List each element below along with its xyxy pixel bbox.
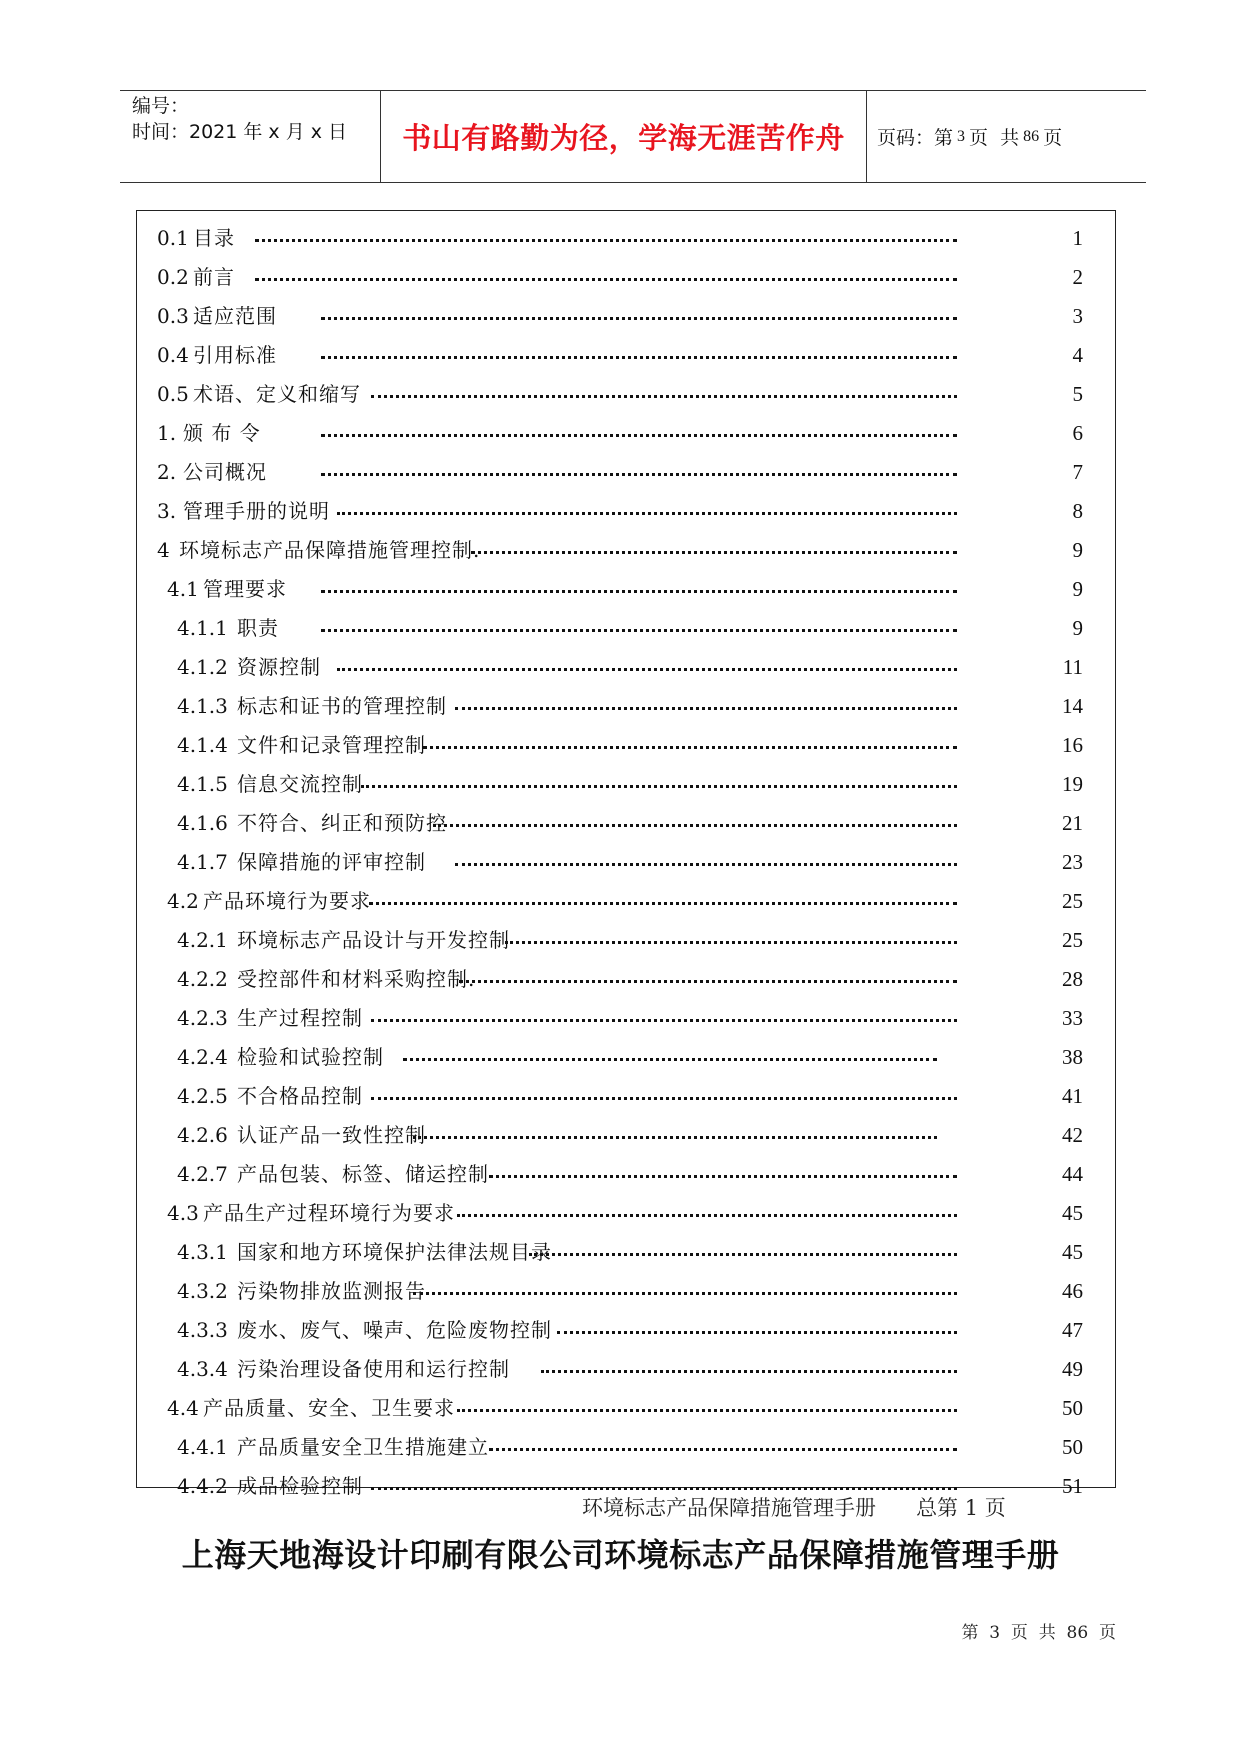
- toc-number: 4.1.4: [177, 733, 228, 757]
- toc-title: 认证产品一致性控制: [237, 1123, 426, 1147]
- toc-page-number: 46: [1062, 1279, 1083, 1303]
- toc-row[interactable]: [137, 960, 1117, 998]
- toc-title: 污染治理设备使用和运行控制: [237, 1357, 510, 1381]
- toc-number: 4.4.1: [177, 1435, 228, 1459]
- toc-number: 4.3.3: [177, 1318, 228, 1342]
- toc-number: 2.: [157, 460, 177, 484]
- toc-page-number: 50: [1062, 1396, 1083, 1420]
- manual-footer: [582, 1492, 1006, 1522]
- toc-title: 产品质量、安全、卫生要求: [203, 1396, 455, 1420]
- toc-leader-dots: [471, 551, 957, 554]
- toc-leader-dots: [255, 239, 957, 242]
- toc-row[interactable]: [137, 882, 1117, 920]
- toc-number: 4.1: [167, 577, 199, 601]
- toc-row[interactable]: [137, 453, 1117, 491]
- toc-number: 4.3.1: [177, 1240, 228, 1264]
- toc-row[interactable]: [137, 219, 1117, 257]
- toc-number: 0.1: [157, 226, 189, 250]
- time-text: 时间：2021 年 x 月 x 日: [132, 121, 348, 143]
- toc-leader-dots: [457, 1409, 957, 1412]
- toc-row[interactable]: [137, 258, 1117, 296]
- toc-page-number: 25: [1062, 889, 1083, 913]
- toc-page-number: 25: [1062, 928, 1083, 952]
- toc-row[interactable]: [137, 765, 1117, 803]
- toc-leader-dots: [371, 1097, 957, 1100]
- toc-leader-dots: [423, 746, 957, 749]
- toc-page-number: 11: [1062, 655, 1083, 679]
- toc-page-number: 4: [1072, 343, 1083, 367]
- toc-leader-dots: [321, 590, 957, 593]
- toc-page-number: 9: [1072, 577, 1083, 601]
- toc-page-number: 14: [1062, 694, 1083, 718]
- toc-title: 前言: [193, 265, 235, 289]
- toc-title: 产品质量安全卫生措施建立: [237, 1435, 489, 1459]
- toc-number: 4.4: [167, 1396, 199, 1420]
- code-label: 编号：: [132, 95, 190, 117]
- toc-number: 1.: [157, 421, 177, 445]
- page-prefix: 页码：第: [877, 127, 954, 149]
- page-mid: 页 共: [969, 127, 1020, 149]
- page-footer: 第 3 页 共 86 页: [961, 1623, 1116, 1643]
- toc-row[interactable]: [137, 843, 1117, 881]
- toc-row[interactable]: [137, 375, 1117, 413]
- toc-title: 资源控制: [237, 655, 321, 679]
- toc-row[interactable]: [137, 570, 1117, 608]
- toc-title: 目录: [193, 226, 235, 250]
- toc-page-number: 9: [1072, 616, 1083, 640]
- toc-leader-dots: [557, 1331, 957, 1334]
- toc-leader-dots: [489, 1175, 957, 1178]
- toc-title: 受控部件和材料采购控制.: [237, 967, 476, 991]
- toc-leader-dots: [321, 356, 957, 359]
- toc-row[interactable]: [137, 531, 1117, 569]
- toc-leader-dots: [321, 434, 957, 437]
- main-title: 上海天地海设计印刷有限公司环境标志产品保障措施管理手册: [181, 1536, 1060, 1574]
- toc-leader-dots: [321, 473, 957, 476]
- toc-row[interactable]: [137, 609, 1117, 647]
- toc-page-number: 49: [1062, 1357, 1083, 1381]
- toc-number: 4.3: [167, 1201, 199, 1225]
- toc-number: 4.2.3: [177, 1006, 228, 1030]
- toc-page-number: 2: [1072, 265, 1083, 289]
- toc-row[interactable]: [137, 687, 1117, 725]
- toc-row[interactable]: [137, 1194, 1117, 1232]
- toc-title: 标志和证书的管理控制: [237, 694, 447, 718]
- toc-leader-dots: [457, 1214, 957, 1217]
- toc-leader-dots: [403, 1058, 937, 1061]
- toc-row[interactable]: [137, 648, 1117, 686]
- toc-row[interactable]: [137, 999, 1117, 1037]
- table-of-contents: [136, 210, 1116, 1498]
- toc-number: 4.2: [167, 889, 199, 913]
- toc-title: 生产过程控制: [237, 1006, 363, 1030]
- toc-title: 成品检验控制: [237, 1474, 363, 1498]
- manual-name: 环境标志产品保障措施管理手册: [582, 1496, 876, 1520]
- toc-page-number: 3: [1072, 304, 1083, 328]
- header-meta: [132, 93, 382, 179]
- toc-number: 0.2: [157, 265, 189, 289]
- toc-page-number: 21: [1062, 811, 1083, 835]
- toc-title: 引用标准: [193, 343, 277, 367]
- toc-title: 不合格品控制: [237, 1084, 363, 1108]
- header-motto: 书山有路勤为径，学海无涯苦作舟: [402, 121, 845, 155]
- toc-number: 4.2.7: [177, 1162, 228, 1186]
- toc-leader-dots: [361, 785, 957, 788]
- toc-page-number: 51: [1062, 1474, 1083, 1498]
- toc-title: 污染物排放监测报告: [237, 1279, 426, 1303]
- toc-title: 文件和记录管理控制: [237, 733, 426, 757]
- toc-leader-dots: [369, 902, 957, 905]
- toc-leader-dots: [321, 629, 957, 632]
- toc-number: 4.1.7: [177, 850, 228, 874]
- toc-title: 职责: [237, 616, 279, 640]
- toc-number: 4.2.2: [177, 967, 228, 991]
- toc-leader-dots: [371, 1019, 957, 1022]
- toc-title: 公司概况: [183, 460, 267, 484]
- toc-row[interactable]: [137, 1155, 1117, 1193]
- toc-page-number: 45: [1062, 1201, 1083, 1225]
- toc-number: 4.4.2: [177, 1474, 228, 1498]
- toc-page-number: 38: [1062, 1045, 1083, 1069]
- toc-row[interactable]: [137, 492, 1117, 530]
- toc-leader-dots: [455, 863, 957, 866]
- page-suffix: 页: [1043, 127, 1063, 149]
- toc-row[interactable]: [137, 1311, 1117, 1349]
- toc-page-number: 9: [1072, 538, 1083, 562]
- header-page-info: [877, 91, 1146, 182]
- toc-page-number: 1: [1072, 226, 1083, 250]
- toc-title: 保障措施的评审控制: [237, 850, 426, 874]
- toc-title: 产品包装、标签、储运控制: [237, 1162, 489, 1186]
- toc-leader-dots: [433, 824, 957, 827]
- toc-number: 4.2.4: [177, 1045, 228, 1069]
- toc-row[interactable]: [137, 1077, 1117, 1115]
- toc-number: 3.: [157, 499, 177, 523]
- toc-row[interactable]: [137, 1116, 1117, 1154]
- toc-leader-dots: [459, 980, 957, 983]
- toc-row[interactable]: [137, 414, 1117, 452]
- toc-number: 4: [157, 538, 170, 562]
- toc-title: 管理要求: [203, 577, 287, 601]
- toc-row[interactable]: [137, 921, 1117, 959]
- toc-leader-dots: [489, 1448, 957, 1451]
- toc-title: 废水、废气、噪声、危险废物控制: [237, 1318, 552, 1342]
- toc-title: 环境标志产品设计与开发控制: [237, 928, 510, 952]
- toc-number: 0.5: [157, 382, 189, 406]
- toc-page-number: 50: [1062, 1435, 1083, 1459]
- toc-title: 信息交流控制: [237, 772, 363, 796]
- toc-row[interactable]: [137, 297, 1117, 335]
- toc-title: 颁 布 令: [183, 421, 261, 445]
- toc-title: 产品生产过程环境行为要求: [203, 1201, 455, 1225]
- toc-number: 4.3.2: [177, 1279, 228, 1303]
- toc-number: 4.1.6: [177, 811, 228, 835]
- toc-page-number: 23: [1062, 850, 1083, 874]
- toc-page-number: 6: [1072, 421, 1083, 445]
- toc-leader-dots: [413, 1136, 937, 1139]
- toc-title: 适应范围: [193, 304, 277, 328]
- toc-leader-dots: [455, 707, 957, 710]
- toc-leader-dots: [337, 668, 957, 671]
- document-header: [120, 90, 1146, 183]
- toc-number: 0.4: [157, 343, 189, 367]
- toc-title: 国家和地方环境保护法律法规目录: [237, 1240, 552, 1264]
- toc-leader-dots: [321, 317, 957, 320]
- toc-leader-dots: [413, 1292, 957, 1295]
- toc-number: 4.3.4: [177, 1357, 228, 1381]
- toc-page-number: 8: [1072, 499, 1083, 523]
- toc-title: 环境标志产品保障措施管理控制.: [179, 538, 481, 562]
- toc-leader-dots: [371, 395, 957, 398]
- toc-page-number: 19: [1062, 772, 1083, 796]
- toc-row[interactable]: [137, 1233, 1117, 1271]
- toc-page-number: 16: [1062, 733, 1083, 757]
- toc-leader-dots: [371, 1487, 957, 1490]
- toc-page-number: 28: [1062, 967, 1083, 991]
- toc-leader-dots: [255, 278, 957, 281]
- toc-number: 4.2.1: [177, 928, 228, 952]
- toc-row[interactable]: [137, 1389, 1117, 1427]
- toc-title: 检验和试验控制: [237, 1045, 384, 1069]
- toc-row[interactable]: [137, 1272, 1117, 1310]
- toc-number: 4.1.3: [177, 694, 228, 718]
- toc-leader-dots: [337, 512, 957, 515]
- toc-number: 4.1.1: [177, 616, 228, 640]
- toc-leader-dots: [529, 1253, 957, 1256]
- toc-title: 产品环境行为要求: [203, 889, 371, 913]
- toc-page-number: 42: [1062, 1123, 1083, 1147]
- toc-row[interactable]: [137, 804, 1117, 842]
- toc-leader-dots: [505, 941, 957, 944]
- toc-leader-dots: [541, 1370, 957, 1373]
- toc-number: 4.1.2: [177, 655, 228, 679]
- toc-page-number: 44: [1062, 1162, 1083, 1186]
- toc-page-number: 5: [1072, 382, 1083, 406]
- toc-row[interactable]: [137, 726, 1117, 764]
- toc-page-number: 33: [1062, 1006, 1083, 1030]
- toc-page-number: 7: [1072, 460, 1083, 484]
- toc-row[interactable]: [137, 1038, 1117, 1076]
- toc-page-number: 45: [1062, 1240, 1083, 1264]
- toc-row[interactable]: [137, 1350, 1117, 1388]
- toc-page-number: 47: [1062, 1318, 1083, 1342]
- toc-title: 不符合、纠正和预防控: [237, 811, 447, 835]
- toc-title: 术语、定义和缩写: [193, 382, 361, 406]
- page-current: 3: [957, 127, 966, 145]
- toc-number: 4.2.6: [177, 1123, 228, 1147]
- toc-number: 4.2.5: [177, 1084, 228, 1108]
- toc-page-number: 41: [1062, 1084, 1083, 1108]
- toc-row[interactable]: [137, 1428, 1117, 1466]
- toc-row[interactable]: [137, 336, 1117, 374]
- manual-total-page: 总第 1 页: [916, 1496, 1006, 1520]
- toc-title: 管理手册的说明: [183, 499, 330, 523]
- header-divider: [866, 91, 867, 182]
- toc-number: 0.3: [157, 304, 189, 328]
- page-total: 86: [1023, 127, 1040, 145]
- toc-number: 4.1.5: [177, 772, 228, 796]
